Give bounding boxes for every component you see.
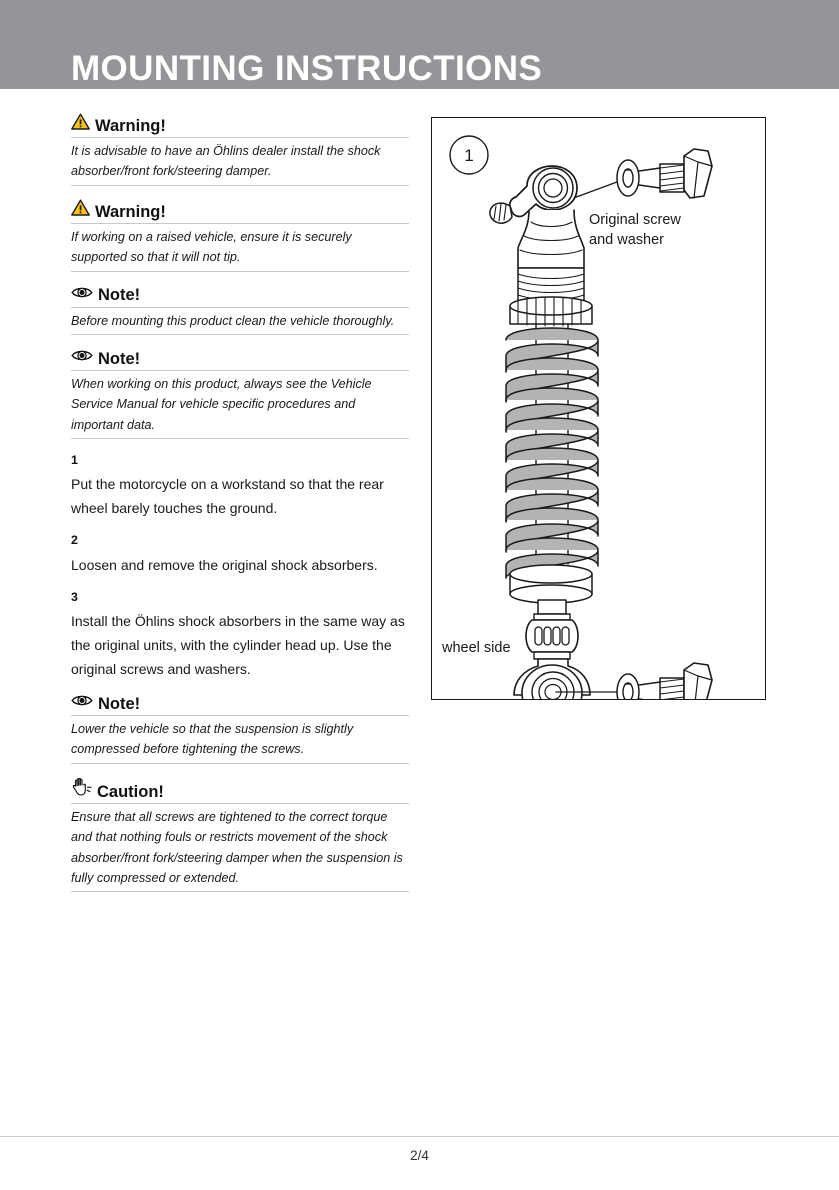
admonition-header (71, 777, 409, 804)
admonition-header (71, 348, 409, 371)
shock-absorber-illustration (432, 118, 765, 699)
admonition-warning-2 (71, 199, 409, 272)
step-text: Loosen and remove the original shock absorbers. (71, 556, 378, 573)
admonition-note-2 (71, 348, 409, 439)
admonition-label: Note! (98, 694, 141, 713)
figure-panel (431, 117, 766, 700)
title-clip-mask (0, 89, 839, 115)
warning-triangle-icon (71, 113, 90, 135)
admonition-caution-1 (71, 777, 409, 893)
admonition-note-1 (71, 285, 409, 335)
admonition-body: Before mounting this product clean the vehicle thoroughly. (71, 308, 409, 335)
admonition-label: Note! (98, 349, 141, 368)
instructions-column (71, 113, 409, 905)
step-number: 1 (71, 453, 78, 468)
callout-original-screw-line2: and washer (589, 232, 664, 248)
admonition-header (71, 285, 409, 308)
admonition-warning-1 (71, 113, 409, 186)
admonition-label: Caution! (97, 782, 164, 801)
eye-icon (71, 693, 93, 713)
admonition-header (71, 113, 409, 138)
page-number: 2/4 (410, 1148, 429, 1163)
admonition-note-3 (71, 693, 409, 764)
callout-wheel-side: wheel side (442, 640, 511, 656)
callout-original-screw-line1: Original screw (589, 212, 681, 228)
step-text: Put the motorcycle on a workstand so that the rear wheel barely touches the ground. (71, 476, 384, 517)
step-1 (71, 452, 409, 520)
admonition-body: If working on a raised vehicle, ensure it is securely supported so that it will not tip. (71, 224, 409, 272)
admonition-label: Warning! (95, 202, 166, 221)
step-number: 2 (71, 533, 78, 548)
page-title: MOUNTING INSTRUCTIONS (71, 49, 543, 88)
admonition-header (71, 693, 409, 716)
admonition-body: When working on this product, always see the Vehicle Service Manual for vehicle specific procedures and important data. (71, 371, 409, 439)
admonition-header (71, 199, 409, 224)
admonition-label: Warning! (95, 116, 166, 135)
step-number: 3 (71, 589, 78, 604)
admonition-body: Ensure that all screws are tightened to the correct torque and that nothing fouls or restricts movement of the shock absorber/front fork/steering damper when the suspension is fully compressed or extended. (71, 804, 409, 893)
admonition-label: Note! (98, 286, 141, 305)
step-2 (71, 532, 409, 576)
warning-triangle-icon (71, 199, 90, 221)
hand-stop-icon (71, 777, 92, 801)
step-text: Install the Öhlins shock absorbers in the same way as the original units, with the cylinder head up. Use the original screws and washers. (71, 612, 405, 677)
admonition-body: It is advisable to have an Öhlins dealer install the shock absorber/front fork/steering damper. (71, 138, 409, 186)
footer-divider (0, 1136, 839, 1137)
eye-icon (71, 348, 93, 368)
figure-number: 1 (464, 146, 474, 165)
eye-icon (71, 285, 93, 305)
admonition-body: Lower the vehicle so that the suspension is slightly compressed before tightening the screws. (71, 716, 409, 764)
step-3 (71, 589, 409, 681)
